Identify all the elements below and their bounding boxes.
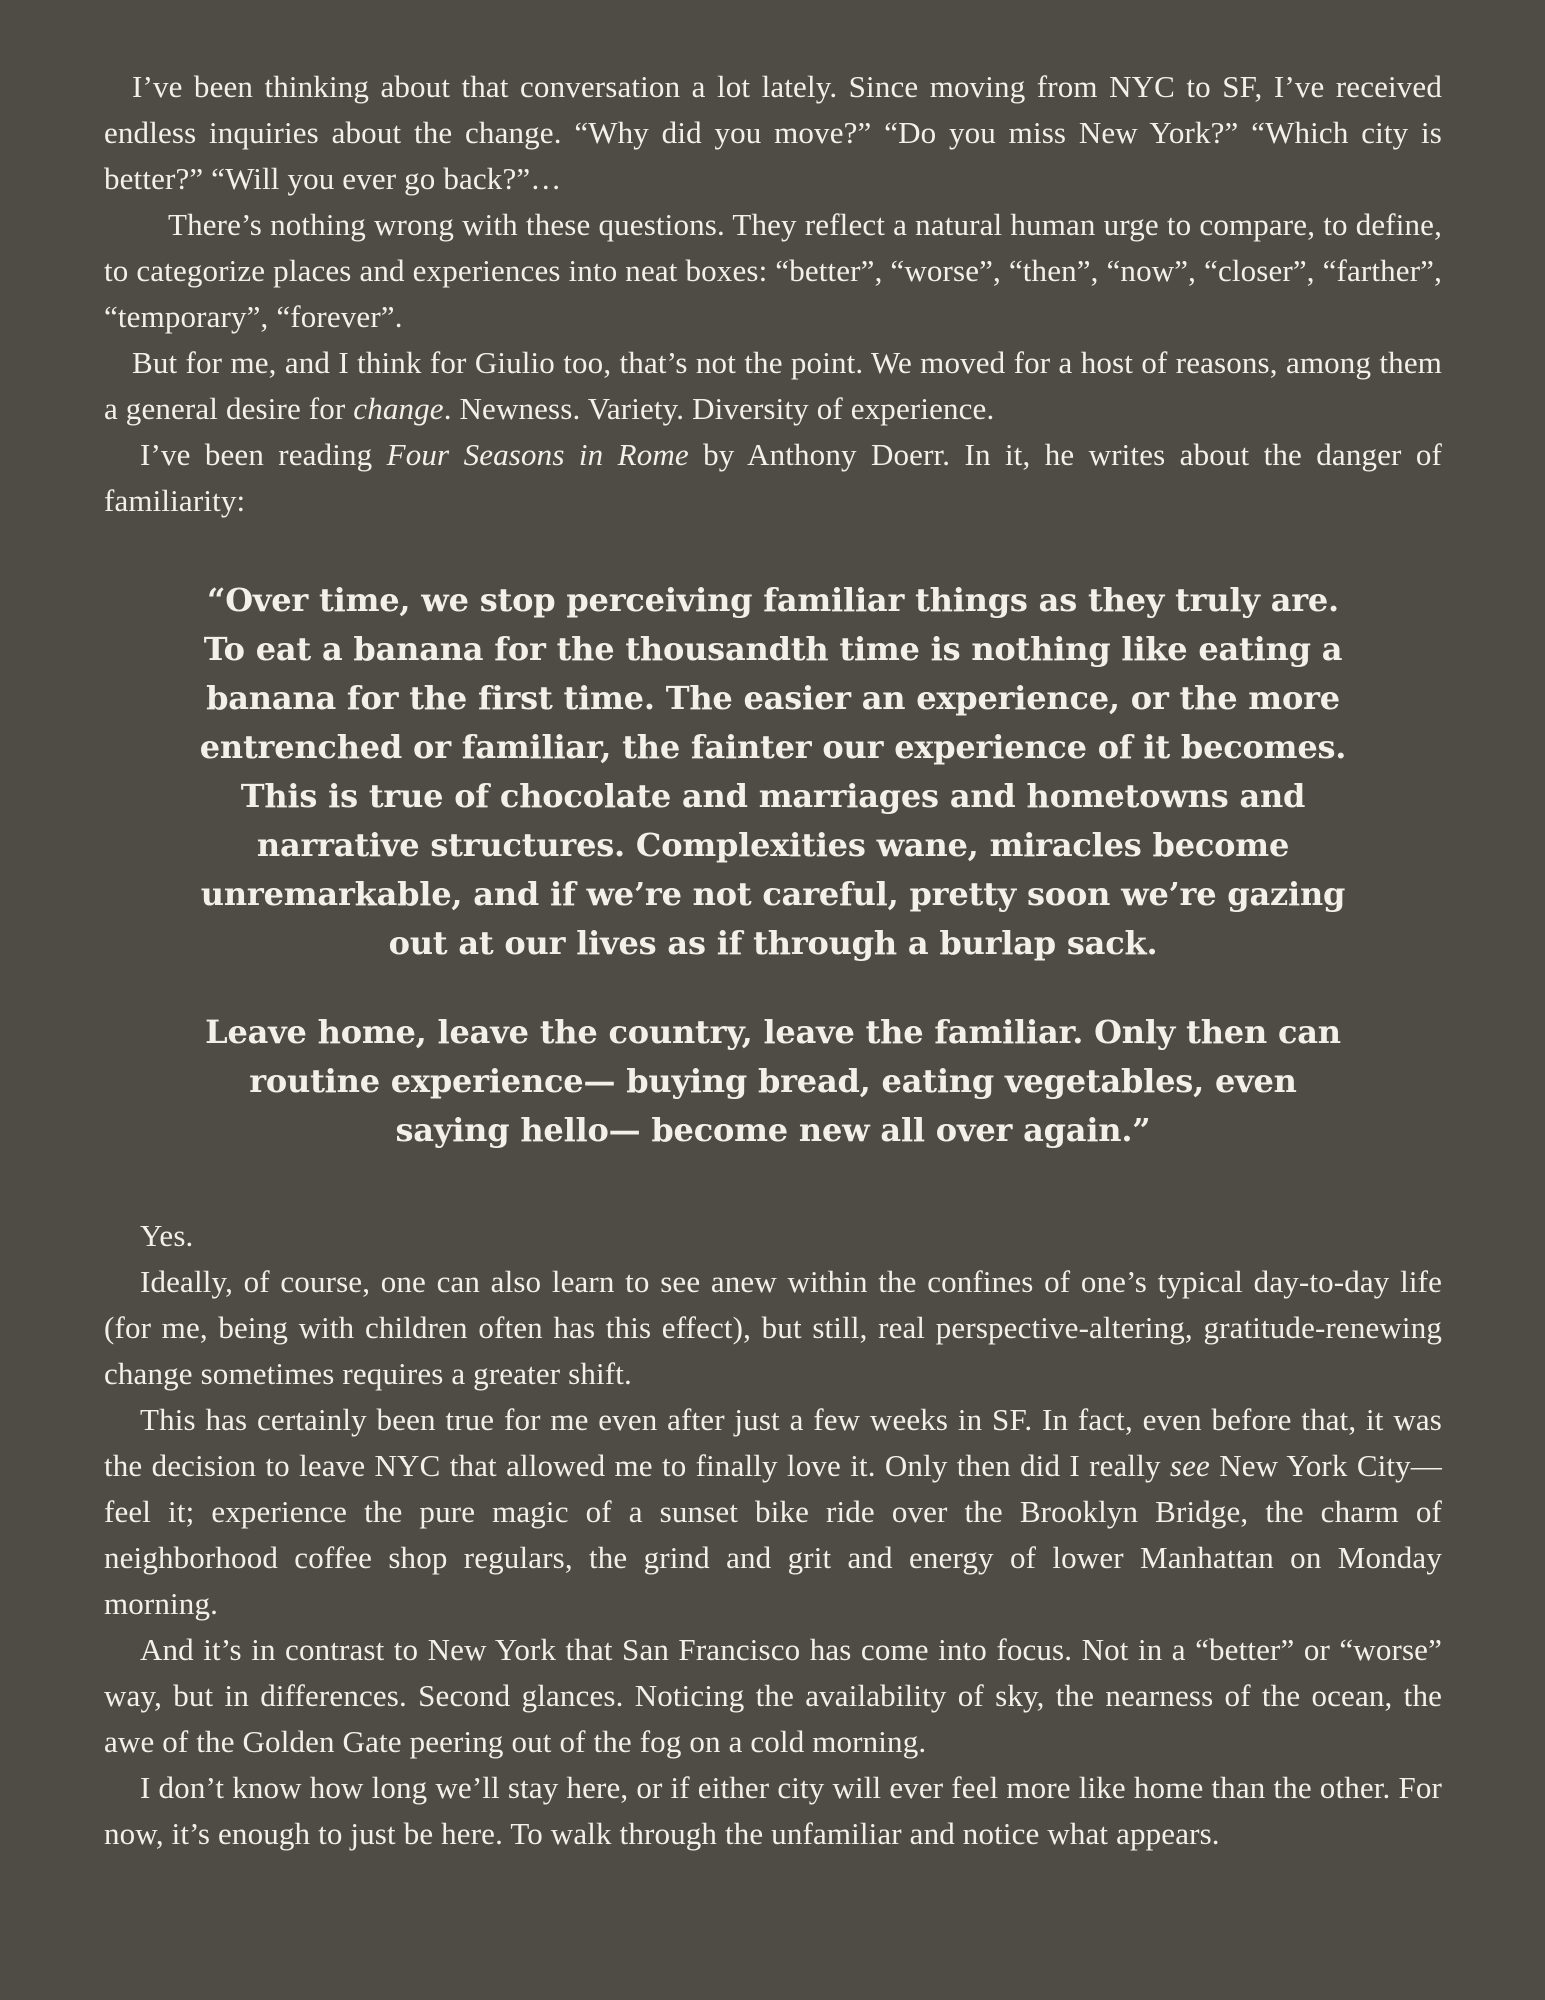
- intro-paragraph-3-text-b: . Newness. Variety. Diversity of experience.: [443, 391, 995, 426]
- quote-part-2: Leave home, leave the country, leave the familiar. Only then can routine experience— buying bread, eating vegetables, even saying hello— become new all over again.”: [205, 1013, 1341, 1149]
- outro-paragraph-1: Yes.: [140, 1218, 194, 1253]
- outro-paragraph-3-text-a: This has certainly been true for me even after just a few weeks in SF. In fact, even before that, it was the decision to leave NYC that allowed me to finally love it. Only then did I really: [104, 1402, 1442, 1483]
- book-title: Four Seasons in Rome: [386, 437, 689, 472]
- intro-paragraph-4-text-a: I’ve been reading: [140, 437, 387, 472]
- quote-part-1: “Over time, we stop perceiving familiar things as they truly are. To eat a banana for the thousandth time is nothing like eating a banana for the first time. The easier an experience, or the more entrenched or familiar, the fainter our experience of it becomes. This is true of chocolate and marriages and hometowns and narrative structures. Complexities wane, miracles become unremarkable, and if we’re not careful, pretty soon we’re gazing out at our lives as if through a burlap sack.: [199, 581, 1347, 962]
- intro-paragraph-2: There’s nothing wrong with these questions. They reflect a natural human urge to compare, to define, to categorize places and experiences into neat boxes: “better”, “worse”, “then”, “now”, “closer”, “farther”, “temporary”, “forever”.: [104, 207, 1442, 334]
- outro-section: [104, 1213, 1442, 1857]
- emphasis-see: see: [1169, 1448, 1210, 1483]
- emphasis-change: change: [353, 391, 444, 426]
- document-page: [104, 64, 1442, 1857]
- outro-paragraph-5: I don’t know how long we’ll stay here, or if either city will ever feel more like home than the other. For now, it’s enough to just be here. To walk through the unfamiliar and notice what appears.: [104, 1770, 1442, 1851]
- outro-paragraph-4: And it’s in contrast to New York that San Francisco has come into focus. Not in a “better” or “worse” way, but in differences. Second glances. Noticing the availability of sky, the nearness of the ocean, the awe of the Golden Gate peering out of the fog on a cold morning.: [104, 1632, 1442, 1759]
- outro-paragraph-2: Ideally, of course, one can also learn to see anew within the confines of one’s typical day-to-day life (for me, being with children often has this effect), but still, real perspective-altering, gratitude-renewing change sometimes requires a greater shift.: [104, 1264, 1442, 1391]
- intro-paragraph-4: [104, 432, 1442, 524]
- intro-paragraph-3: [104, 340, 1442, 432]
- block-quote: [193, 576, 1353, 1155]
- intro-paragraph-4-text-b: by Anthony Doerr. In it, he writes about the danger of familiarity:: [104, 437, 1442, 518]
- outro-paragraph-3: [104, 1397, 1442, 1627]
- intro-paragraph-1: I’ve been thinking about that conversation a lot lately. Since moving from NYC to SF, I’ve received endless inquiries about the change. “Why did you move?” “Do you miss New York?” “Which city is better?” “Will you ever go back?”…: [104, 69, 1442, 196]
- outro-paragraph-3-text-b: New York City—feel it; experience the pure magic of a sunset bike ride over the Brooklyn Bridge, the charm of neighborhood coffee shop regulars, the grind and grit and energy of lower Manhattan on Monday morning.: [104, 1448, 1442, 1621]
- intro-paragraph-3-text-a: But for me, and I think for Giulio too, that’s not the point. We moved for a host of reasons, among them a general desire for: [104, 345, 1442, 426]
